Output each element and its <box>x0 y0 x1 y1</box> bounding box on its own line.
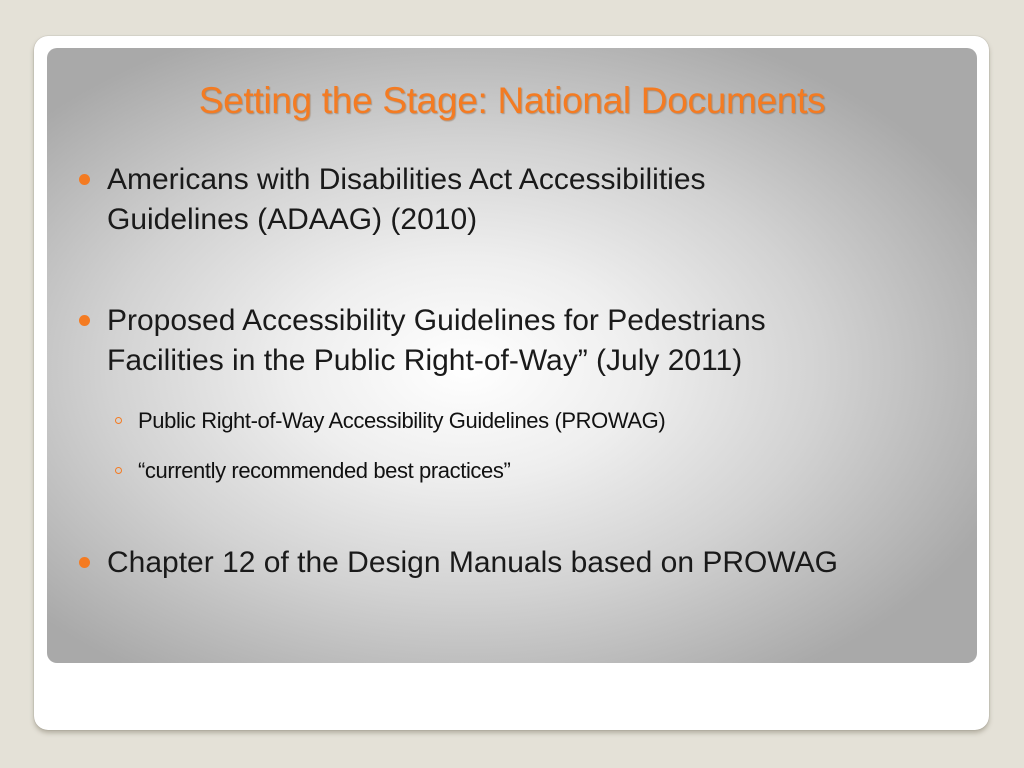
bullet-line: Proposed Accessibility Guidelines for Pedestrians <box>107 304 766 337</box>
bullet-line: Guidelines (ADAAG) (2010) <box>107 203 478 236</box>
subitem-text: “currently recommended best practices” <box>138 458 511 483</box>
bullet-line: Americans with Disabilities Act Accessibilities <box>107 163 706 196</box>
bullet-dot-icon <box>79 174 90 185</box>
bullet-line: Facilities in the Public Right-of-Way” (July 2011) <box>107 344 743 377</box>
bullet-item-chapter-12 <box>107 543 967 583</box>
bullet-dot-icon <box>79 557 90 568</box>
sub-bullet-ring-icon <box>115 467 122 474</box>
subitem-best-practices <box>138 456 958 486</box>
bullet-line: Chapter 12 of the Design Manuals based on PROWAG <box>107 546 838 579</box>
subitem-prowag <box>138 406 958 436</box>
bullet-item-proposed-guidelines <box>107 301 967 381</box>
bullet-dot-icon <box>79 315 90 326</box>
sub-bullet-ring-icon <box>115 417 122 424</box>
subitem-text: Public Right-of-Way Accessibility Guidelines (PROWAG) <box>138 408 666 433</box>
bullet-item-adaag <box>107 160 967 240</box>
slide-title: Setting the Stage: National Documents <box>198 80 826 121</box>
